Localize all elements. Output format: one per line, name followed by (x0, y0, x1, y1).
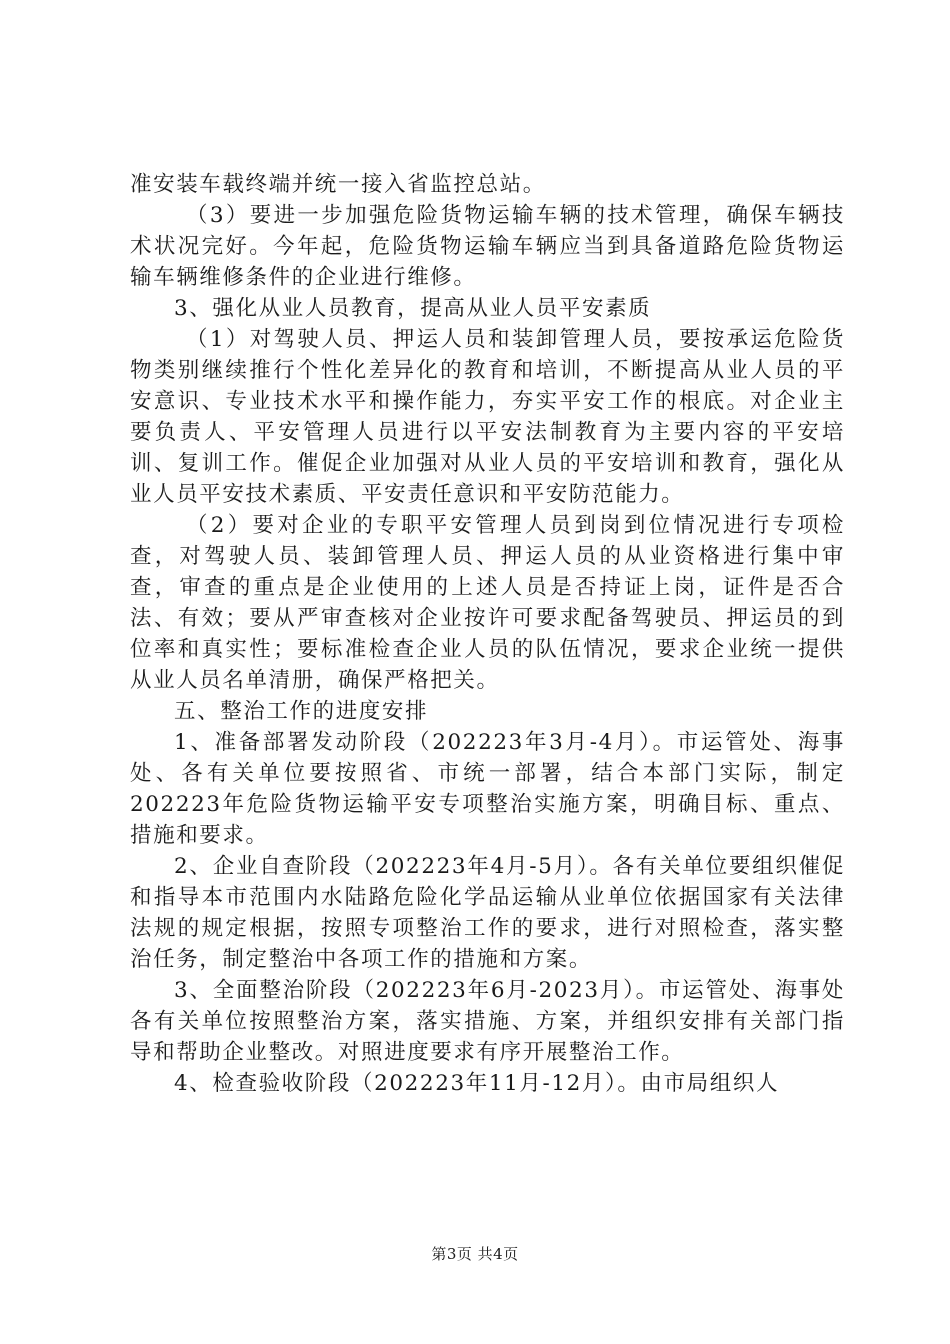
paragraph-staff-inspection: （2）要对企业的专职平安管理人员到岗到位情况进行专项检查，对驾驶人员、装卸管理人员、押运人员的从业资格进行集中审查，审查的重点是企业使用的上述人员是否持证上岗，证件是否合法、有效；要从严审查核对企业按许可要求配备驾驶员、押运员的到位率和真实性；要标准检查企业人员的队伍情况，要求企业统一提供从业人员名单清册，确保严格把关。 (130, 513, 845, 693)
paragraph-staff-training: （1）对驾驶人员、押运人员和装卸管理人员，要按承运危险货物类别继续推行个性化差异化的教育和培训，不断提高从业人员的平安意识、专业技术水平和操作能力，夯实平安工作的根底。对企业主要负责人、平安管理人员进行以平安法制教育为主要内容的平安培训、复训工作。催促企业加强对从业人员的平安培训和教育，强化从业人员平安技术素质、平安责任意识和平安防范能力。 (130, 327, 845, 507)
paragraph-phase-2: 2、企业自查阶段（202223年4月-5月）。各有关单位要组织催促和指导本市范围内水陆路危险化学品运输从业单位依据国家有关法律法规的规定根据，按照专项整治工作的要求，进行对照检查，落实整治任务，制定整治中各项工作的措施和方案。 (130, 854, 845, 972)
section-heading-schedule: 五、整治工作的进度安排 (174, 699, 429, 724)
document-body (130, 169, 845, 1099)
paragraph-phase-4: 4、检查验收阶段（202223年11月-12月）。由市局组织人 (174, 1071, 780, 1096)
paragraph-phase-1: 1、准备部署发动阶段（202223年3月-4月）。市运管处、海事处、各有关单位要按照省、市统一部署，结合本部门实际，制定202223年危险货物运输平安专项整治实施方案，明确目标、重点、措施和要求。 (130, 730, 845, 848)
section-heading-staff-education: 3、强化从业人员教育，提高从业人员平安素质 (174, 296, 652, 321)
paragraph-continuation: 准安装车载终端并统一接入省监控总站。 (130, 172, 546, 197)
paragraph-vehicle-maintenance: （3）要进一步加强危险货物运输车辆的技术管理，确保车辆技术状况完好。今年起，危险货物运输车辆应当到具备道路危险货物运输车辆维修条件的企业进行维修。 (130, 203, 845, 290)
paragraph-phase-3: 3、全面整治阶段（202223年6月-2023月）。市运管处、海事处各有关单位按照整治方案，落实措施、方案，并组织安排有关部门指导和帮助企业整改。对照进度要求有序开展整治工作。 (130, 978, 845, 1065)
page-number-footer: 第3页 共4页 (431, 1245, 519, 1263)
